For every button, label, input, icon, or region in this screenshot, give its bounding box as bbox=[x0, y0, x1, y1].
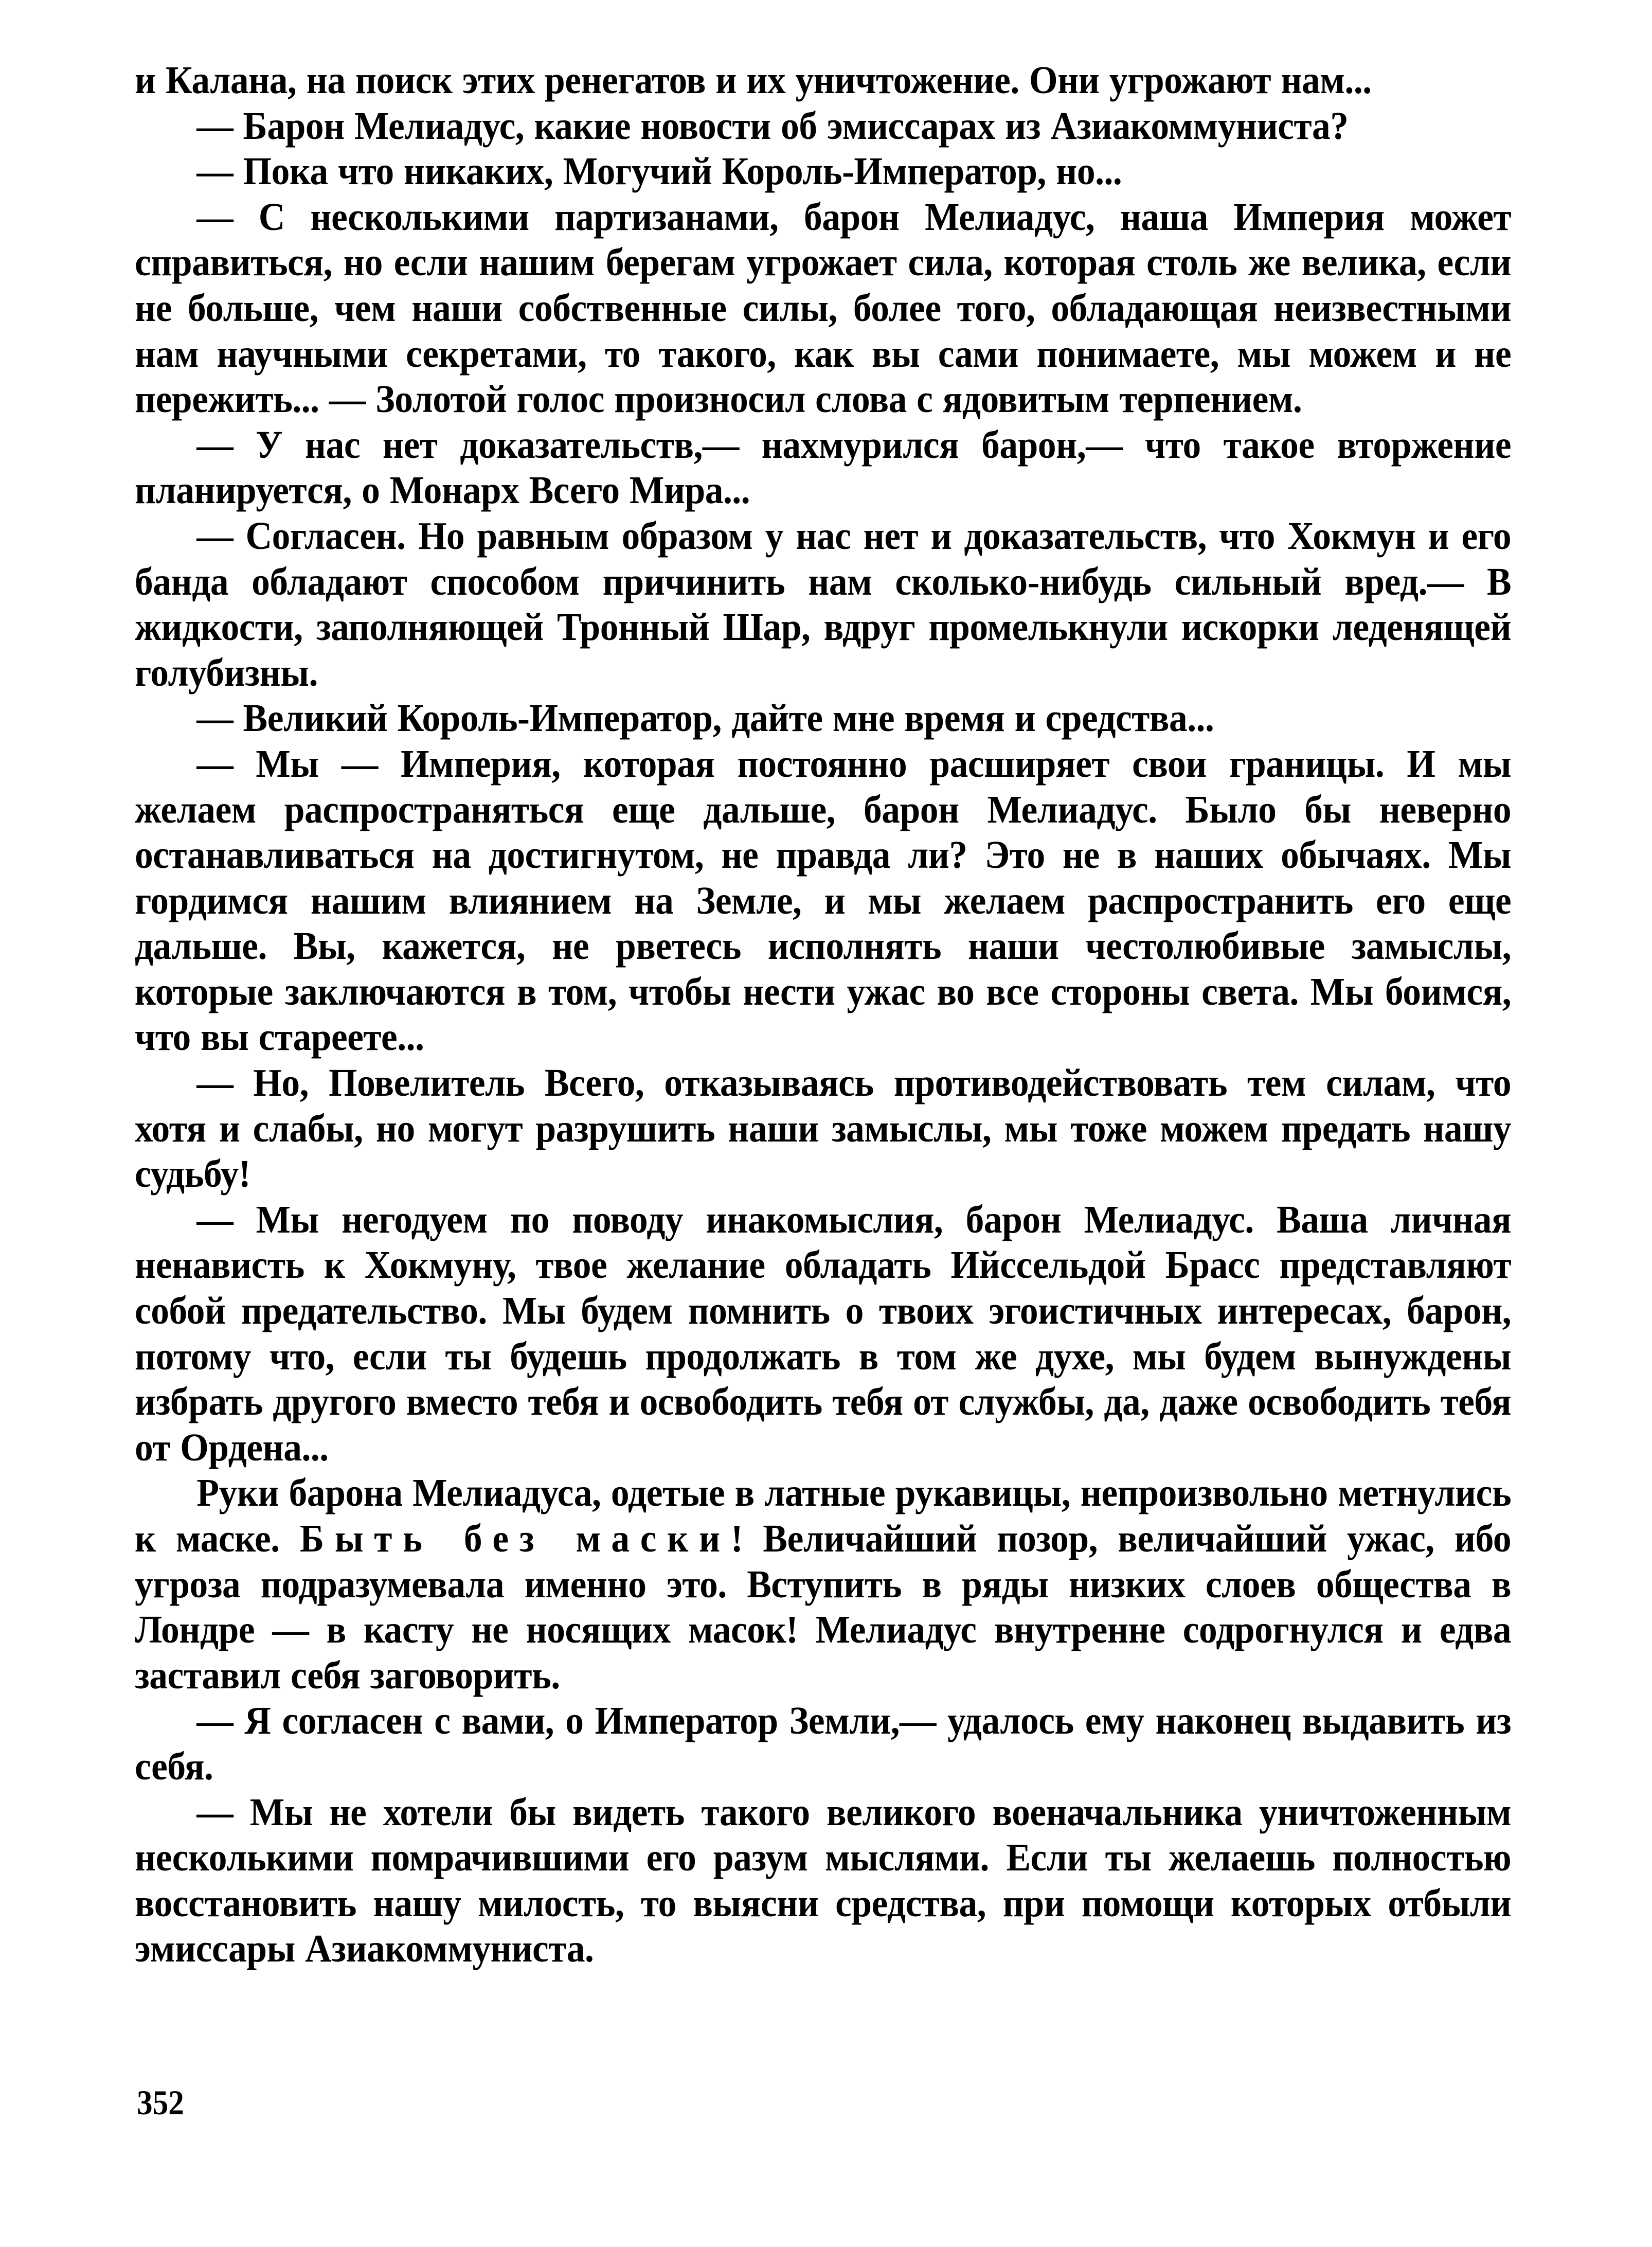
paragraph: — Пока что никаких, Могучий Король-Император, но... bbox=[196, 150, 1122, 193]
paragraph: — Барон Мелиадус, какие новости об эмиссарах из Азиакоммуниста? bbox=[196, 104, 1349, 148]
paragraph: — Мы — Империя, которая постоянно расширяет свои границы. И мы желаем распространяться еще дальше, барон Мелиадус. Было бы неверно останавливаться на достигнутом, не правда ли? Это не в наших обычаях. Мы гордимся нашим влиянием на Земле, и мы желаем распространить его еще дальше. Вы, кажется, не рветесь исполнять наши честолюбивые замыслы, которые заключаются в том, чтобы нести ужас во все стороны света. Мы боимся, что вы стареете... bbox=[135, 742, 1512, 1059]
paragraph-text: Руки барона Мелиадуса, одетые в латные рукавицы, непроизвольно метнулись к маске. bbox=[135, 1471, 1512, 1560]
body-text bbox=[135, 58, 1511, 1972]
paragraph: и Калана, на поиск этих ренегатов и их уничтожение. Они угрожают нам... bbox=[135, 59, 1372, 102]
paragraph: — Мы не хотели бы видеть такого великого военачальника уничтоженным несколькими помрачившими его разум мыслями. Если ты желаешь полностью восстановить нашу милость, то выясни средства, при помощи которых отбыли эмиссары Азиакоммуниста. bbox=[135, 1790, 1512, 1971]
paragraph: — У нас нет доказательств,— нахмурился барон,— что такое вторжение планируется, о Монарх Всего Мира... bbox=[135, 423, 1512, 512]
paragraph: — Но, Повелитель Всего, отказываясь противодействовать тем силам, что хотя и слабы, но могут разрушить наши замыслы, мы тоже можем предать нашу судьбу! bbox=[135, 1061, 1512, 1196]
paragraph: — С несколькими партизанами, барон Мелиадус, наша Империя может справиться, но если нашим берегам угрожает сила, которая столь же велика, если не больше, чем наши собственные силы, более того, обладающая неизвестными нам научными секретами, то такого, как вы сами понимаете, мы можем и не пережить... — Золотой голос произносил слова с ядовитым терпением. bbox=[135, 195, 1512, 421]
paragraph: — Я согласен с вами, о Император Земли,— удалось ему наконец выдавить из себя. bbox=[135, 1699, 1512, 1788]
paragraph: — Мы негодуем по поводу инакомыслия, барон Мелиадус. Ваша личная ненависть к Хокмуну, твое желание обладать Ийссельдой Брасс представляют собой предательство. Мы будем помнить о твоих эгоистичных интересах, барон, потому что, если ты будешь продолжать в том же духе, мы будем вынуждены избрать другого вместо тебя и освободить тебя от службы, да, даже освободить тебя от Ордена... bbox=[135, 1198, 1512, 1469]
page-number: 352 bbox=[137, 2083, 184, 2122]
paragraph-text: ! Величайший позор, величайший ужас, ибо угроза подразумевала именно это. Вступить в ряды низких слоев общества в Лондре — в касту не носящих масок! Мелиадус внутренне содрогнулся и едва заставил себя заговорить. bbox=[135, 1517, 1512, 1697]
paragraph bbox=[135, 1470, 1511, 1698]
paragraph: — Великий Король-Император, дайте мне время и средства... bbox=[196, 697, 1214, 740]
book-page bbox=[135, 58, 1511, 1972]
emphasized-spaced-text: Быть без маски bbox=[299, 1517, 731, 1560]
paragraph: — Согласен. Но равным образом у нас нет и доказательств, что Хокмун и его банда обладают способом причинить нам сколько-нибудь сильный вред.— В жидкости, заполняющей Тронный Шар, вдруг промелькнули искорки леденящей голубизны. bbox=[135, 514, 1512, 694]
